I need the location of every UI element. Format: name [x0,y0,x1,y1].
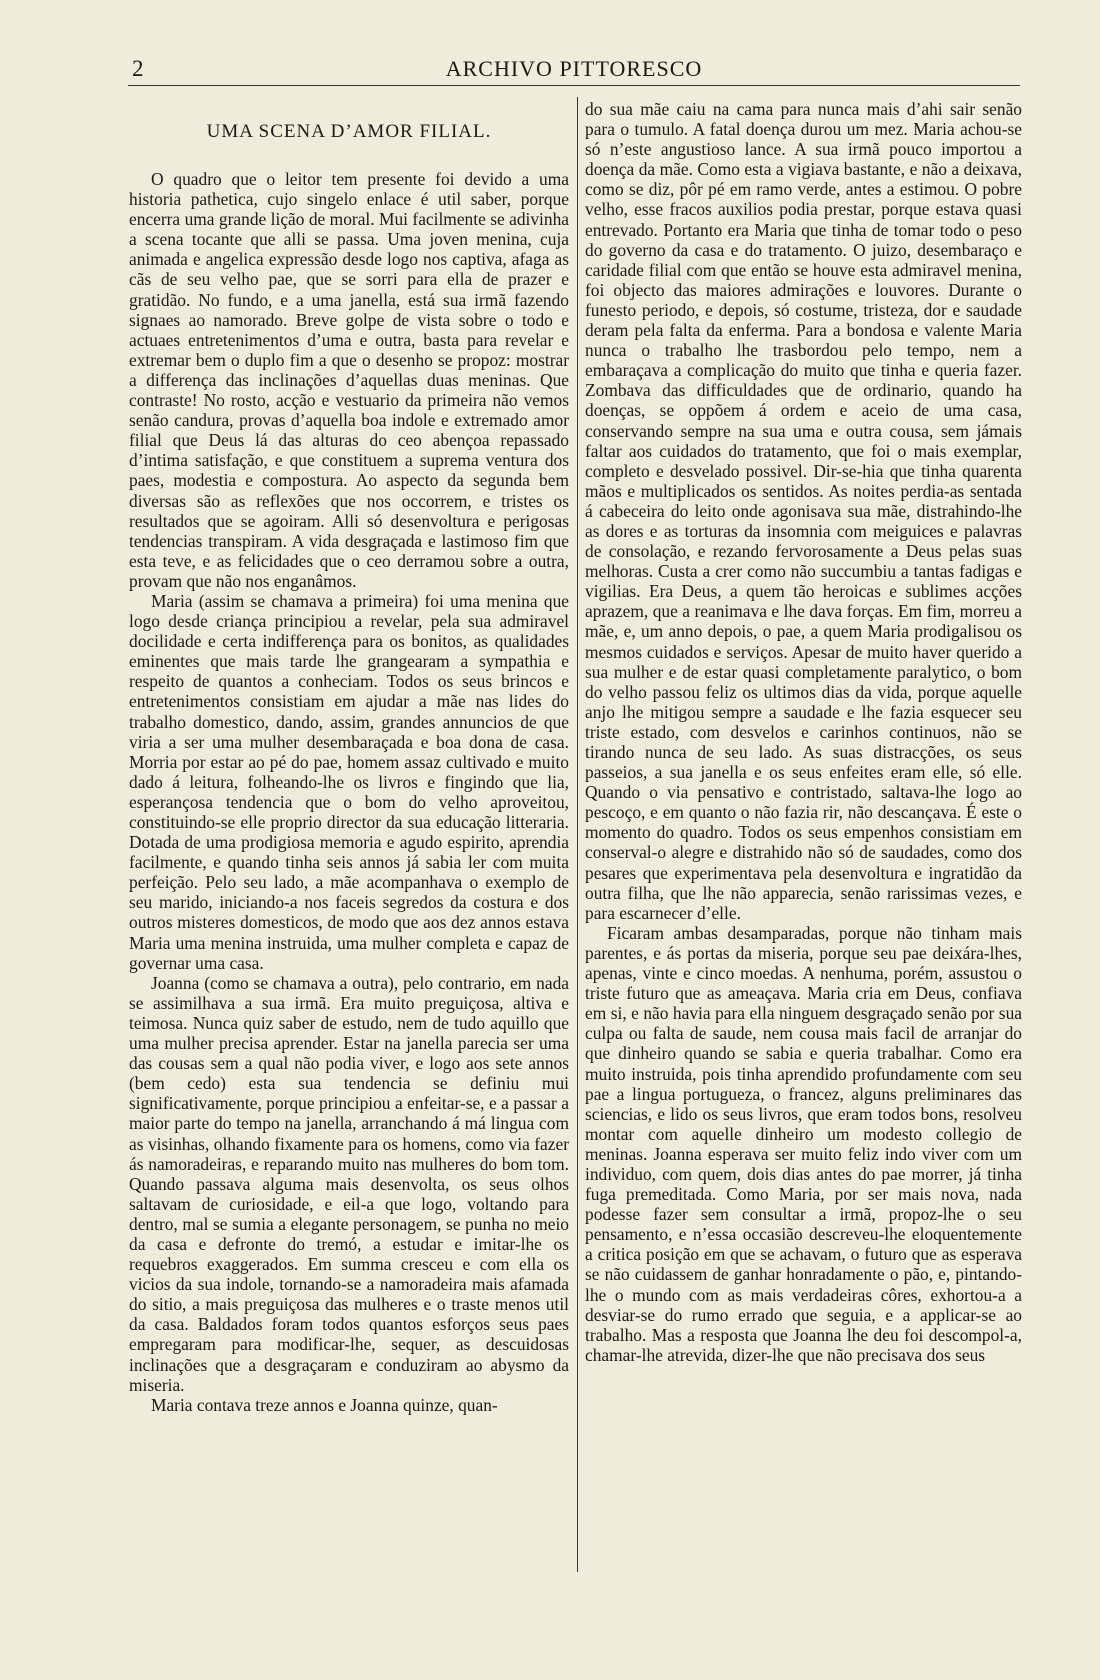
running-title: ARCHIVO PITTORESCO [445,56,703,81]
page-header [128,52,1020,88]
left-column [129,99,569,1415]
article-title: UMA SCENA D’AMOR FILIAL. [206,121,492,142]
paragraph-continued: do sua mãe caiu na cama para nunca mais d’ahi sair senão para o tumulo. A fatal doença durou um mez. Maria achou-se só n’este angustioso lance. A sua irmã pouco importou a doença da mãe. Como esta a vigiava bastante, e não a deixava, como se diz, pôr pé em ramo verde, antes a estimou. O pobre velho, esse fracos auxilios podia prestar, porque estava quasi entrevado. Portanto era Maria que tinha de tomar todo o peso do governo da casa e do tratamento. O juizo, desembaraço e caridade filial com que então se houve esta admiravel menina, foi objecto das maiores admirações e louvores. Durante o funesto periodo, e depois, só costume, tristeza, dor e saudade deram pela falta da enferma. Para a bondosa e valente Maria nunca o trabalho lhe trasbordou pelo tempo, nem a embaraçava a complicação do muito que tinha e queria fazer. Zombava das difficuldades que de ordinario, quando ha doenças, se oppõem á ordem e aceio de uma casa, conservando sempre na sua uma e outra cousa, sem jámais faltar aos cuidados do tratamento, que foi o mais exemplar, completo e desvelado possivel. Dir-se-hia que tinha quarenta mãos e multiplicados os sentidos. As noites perdia-as sentada á cabeceira do leito onde agonisava sua mãe, distrahindo-lhe as dores e as torturas da insomnia com meiguices e palavras de consolação, e rezando fervorosamente a Deus pelas suas melhoras. Custa a crer como não succumbiu a tantas fadigas e vigilias. Era Deus, a quem tão heroicas e sublimes acções aprazem, que a reanimava e lhe dava forças. Em fim, morreu a mãe, e, um anno depois, o pae, a quem Maria prodigalisou os mesmos cuidados e serviços. Apesar de muito haver querido a sua mulher e de estar quasi completamente paralytico, o bom do velho passou feliz os ultimos dias da vida, porque aquelle anjo lhe mitigou sempre a saudade e lhe fazia esquecer seu triste estado, com desvelos e carinhos continuos, não se tirando nunca de seu lado. As suas distracções, os seus passeios, a sua janella e os seus enfeites eram elle, só elle. Quando o via pensativo e contristado, saltava-lhe logo ao pescoço, e em quanto o não fazia rir, não descançava. É este o momento do quadro. Todos os seus empenhos consistiam em conserval-o alegre e distrahido não só de saudades, como dos pesares que experimentava pela desenvoltura e ingratidão da outra filha, que lhe não apparecia, senão rarissimas vezes, e para escarnecer d’elle. [585,99,1022,923]
paragraph: Joanna (como se chamava a outra), pelo contrario, em nada se assimilhava a sua irmã. Era muito preguiçosa, altiva e teimosa. Nunca quiz saber de estudo, nem de tudo aquillo que uma mulher precisa aprender. Estar na janella parecia ser uma das cousas sem a qual não podia viver, e logo aos sete annos (bem cedo) esta sua tendencia se definiu mui significativamente, porque principiou a enfeitar-se, e a passar a maior parte do tempo na janella, arranchando á má lingua com as visinhas, olhando fixamente para os homens, como via fazer ás namoradeiras, e reparando muito nas mulheres do bom tom. Quando passava alguma mais desenvolta, os seus olhos saltavam de curiosidade, e eil-a que logo, voltando para dentro, mal se sumia a elegante personagem, se punha no meio da casa e defronte do tremó, a estudar e imitar-lhe os requebros exaggerados. Em summa cresceu e com ella os vicios da sua indole, tornando-se a namoradeira mais afamada do sitio, a mais preguiçosa das mulheres e o traste menos util da casa. Baldados foram todos quantos esforços seus paes empregaram para modificar-lhe, sequer, as descuidosas inclinações que a desgraçaram e conduziram ao abysmo da miseria. [129,972,569,1395]
column-divider [577,97,578,1572]
page-number: 2 [132,56,144,81]
paragraph: O quadro que o leitor tem presente foi devido a uma historia pathetica, cujo singelo enlace é util saber, porque encerra uma grande lição de moral. Mui facilmente se adivinha a scena tocante que alli se passa. Uma joven menina, cuja animada e angelica expressão desde logo nos captiva, afaga as cãs de seu velho pae, que se sorri para ella de prazer e gratidão. No fundo, e a uma janella, está sua irmã fazendo signaes ao namorado. Breve golpe de vista sobre o todo e actuaes entretenimentos d’uma e outra, basta para revelar e extremar bem o duplo fim a que o desenho se propoz: mostrar a differença das inclinações d’aquellas duas meninas. Que contraste! No rosto, acção e vestuario da primeira não vemos senão candura, provas d’aquella boa indole e extremado amor filial que Deus lá das alturas do ceo abençoa repassado d’intima satisfação, e que constituem a suprema ventura dos paes, modestia e compostura. Ao aspecto da segunda bem diversas são as reflexões que nos occorrem, e tristes os resultados que se agoiram. Alli só desenvoltura e perigosas tendencias transpiram. A vida desgraçada e lastimoso fim que esta teve, e as felicidades que o ceo derramou sobre a outra, provam que não nos enganâmos. [129,169,569,591]
paragraph: Maria contava treze annos e Joanna quinze, quan- [151,1394,498,1415]
right-column [585,99,1022,1365]
paragraph: Ficaram ambas desamparadas, porque não tinham mais parentes, e ás portas da miseria, porque seu pae deixára-lhes, apenas, vinte e cinco moedas. A nenhuma, porém, assustou o triste futuro que as ameaçava. Maria cria em Deus, confiava em si, e não havia para ella ninguem desgraçado senão por sua culpa ou falta de saude, nem cousa mais facil de arranjar do que dinheiro quando se sabia e queria trabalhar. Como era muito instruida, pois tinha aprendido profundamente com seu pae a lingua portugueza, o francez, alguns preliminares das sciencias, e lido os seus livros, que eram todos bons, resolveu montar com aquelle dinheiro um modesto collegio de meninas. Joanna esperava ser muito feliz indo viver com um individuo, com quem, dois dias antes do pae morrer, já tinha fuga premeditada. Como Maria, por ser mais nova, nada podesse fazer sem consultar a irmã, propoz-lhe o seu pensamento, e n’essa occasião descreveu-lhe eloquentemente a critica posição em que se achavam, o futuro que as esperava se não cuidassem de ganhar honradamente o pão, e, pintando-lhe o mundo com as mais verdadeiras côres, exhortou-a a desviar-se do rumo errado que seguia, e a applicar-se ao trabalho. Mas a resposta que Joanna lhe deu foi descompol-a, chamar-lhe atrevida, dizer-lhe que não precisava dos seus [585,922,1022,1365]
paragraph: Maria (assim se chamava a primeira) foi uma menina que logo desde criança principiou a revelar, pela sua admiravel docilidade e certa indifferença para os bonitos, as qualidades eminentes que mais tarde lhe grangearam a sympathia e respeito de quantos a conheciam. Todos os seus brincos e entretenimentos consistiam em ajudar a mãe nas lides do trabalho domestico, dando, assim, grandes annuncios de que viria a ser uma mulher desembaraçada e boa dona de casa. Morria por estar ao pé do pae, homem assaz cultivado e muito dado á leitura, folheando-lhe os livros e fingindo que lia, esperançosa tendencia que o bom do velho aproveitou, constituindo-se elle proprio director da sua educação litteraria. Dotada de uma prodigiosa memoria e agudo espirito, aprendia facilmente, e quando tinha seis annos já sabia ler com muita perfeição. Pelo seu lado, a mãe acompanhava o exemplo de seu marido, iniciando-a nos faceis segredos da costura e dos outros misteres domesticos, de modo que aos dez annos estava Maria uma menina instruida, uma mulher completa e capaz de governar uma casa. [129,590,569,973]
header-rule [128,85,1020,86]
